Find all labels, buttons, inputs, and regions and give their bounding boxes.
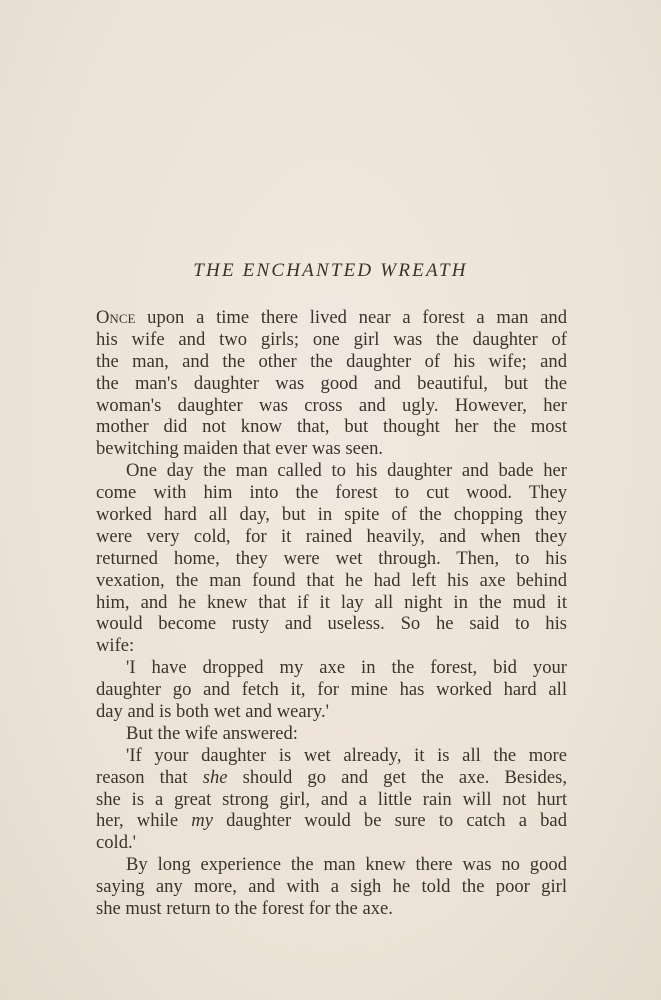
text-line: day and is both wet and weary.' (96, 701, 329, 723)
text-line: worked hard all day, but in spite of the chopping they (96, 504, 567, 526)
text-line: Once upon a time there lived near a forest a man and (96, 307, 567, 328)
paragraph (96, 460, 567, 657)
text-line: she is a great strong girl, and a little rain will not hurt (96, 788, 567, 810)
text-line: him, and he knew that if it lay all night in the mud it (96, 591, 567, 613)
paragraph (96, 745, 567, 854)
text-line: the man's daughter was good and beautiful, but the (96, 372, 567, 394)
text-line: bewitching maiden that ever was seen. (96, 438, 384, 460)
text-line: cold.' (96, 832, 137, 854)
text-line: reason that she should go and get the axe. Besides, (96, 766, 567, 788)
chapter-title: THE ENCHANTED WREATH (193, 260, 468, 281)
body-text (96, 307, 567, 920)
text-line: she must return to the forest for the axe. (96, 898, 393, 920)
text-line: returned home, they were wet through. Then, to his (96, 547, 567, 569)
text-line: By long experience the man knew there was no good (126, 854, 567, 876)
text-line: saying any more, and with a sigh he told the poor girl (96, 876, 567, 898)
text-line: his wife and two girls; one girl was the daughter of (96, 328, 567, 350)
text-line: But the wife answered: (126, 722, 298, 744)
text-line: daughter go and fetch it, for mine has worked hard all (96, 679, 567, 701)
text-line: wife: (96, 635, 135, 657)
text-line: would become rusty and useless. So he said to his (96, 613, 567, 635)
text-line: the man, and the other the daughter of his wife; and (96, 350, 567, 372)
text-line: 'If your daughter is wet already, it is all the more (126, 744, 567, 766)
paragraph (96, 723, 567, 745)
paragraph (96, 657, 567, 723)
paragraph (96, 307, 567, 460)
text-line: were very cold, for it rained heavily, and when they (96, 525, 567, 547)
text-line: woman's daughter was cross and ugly. However, her (96, 394, 567, 416)
text-line: her, while my daughter would be sure to catch a bad (96, 810, 567, 832)
text-line: mother did not know that, but thought her the most (96, 416, 567, 438)
text-line: come with him into the forest to cut wood. They (96, 482, 567, 504)
text-line: One day the man called to his daughter and bade her (126, 460, 567, 482)
text-line: 'I have dropped my axe in the forest, bid your (126, 657, 567, 679)
text-line: vexation, the man found that he had left his axe behind (96, 569, 567, 591)
paragraph (96, 854, 567, 920)
